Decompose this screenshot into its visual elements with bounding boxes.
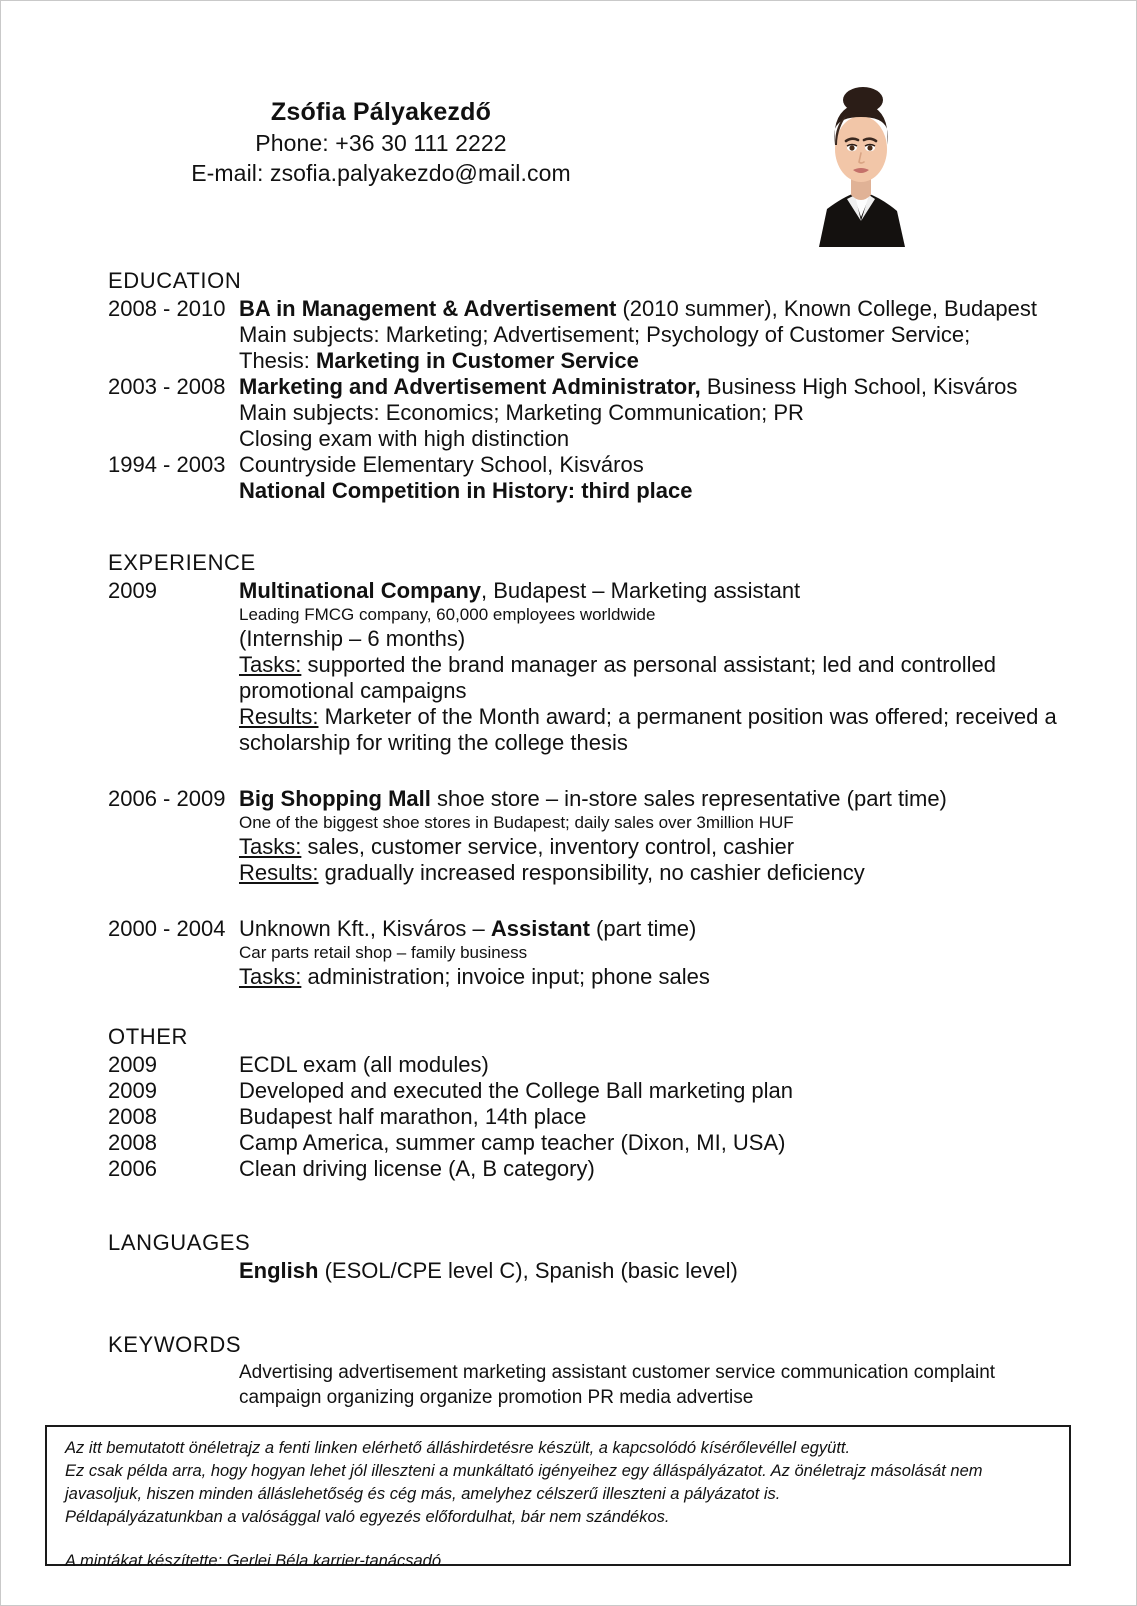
other-row — [108, 1078, 1068, 1104]
keywords-section — [108, 1331, 1068, 1410]
experience-body — [239, 916, 1068, 990]
experience-date: 2009 — [108, 578, 157, 603]
keywords-title: KEYWORDS — [108, 1332, 242, 1357]
other-row — [108, 1104, 1068, 1130]
education-note: Closing exam with high distinction — [239, 426, 570, 451]
education-award: National Competition in History: third place — [239, 478, 693, 503]
other-title: OTHER — [108, 1024, 188, 1049]
keywords-line-2: campaign organizing organize promotion PR media advertise — [239, 1387, 754, 1408]
language-primary: English — [239, 1258, 319, 1283]
other-text: Developed and executed the College Ball marketing plan — [239, 1078, 794, 1103]
role-title: Assistant — [490, 916, 590, 941]
disclaimer-line-2: Ez csak példa arra, hogy hogyan lehet jól illeszteni a munkáltató igényeihez egy álláspályázatot. Az önéletrajz másolását nem — [65, 1462, 983, 1480]
education-date: 2008 - 2010 — [108, 296, 226, 321]
experience-date: 2000 - 2004 — [108, 916, 226, 941]
experience-entry — [108, 786, 1068, 886]
internship-note: (Internship – 6 months) — [239, 626, 466, 651]
employer-detail: (part time) — [589, 916, 697, 941]
portrait-photo — [797, 71, 925, 247]
education-degree-detail: Business High School, Kisváros — [700, 374, 1018, 399]
experience-entry — [108, 578, 1068, 756]
results-text: Marketer of the Month award; a permanent position was offered; received a scholarship for writing the college thesis — [239, 704, 1057, 755]
disclaimer-author: A mintákat készítette: Gerlei Béla karrier-tanácsadó — [65, 1552, 442, 1570]
education-school: Countryside Elementary School, Kisváros — [239, 452, 644, 477]
employer-detail: shoe store – in-store sales representative (part time) — [430, 786, 947, 811]
employer-name-plain: Unknown Kft., Kisváros – — [239, 916, 491, 941]
education-subjects: Main subjects: Marketing; Advertisement; Psychology of Customer Service; — [239, 322, 971, 347]
keywords-row — [108, 1360, 1068, 1410]
languages-title: LANGUAGES — [108, 1230, 251, 1255]
education-entry — [108, 452, 1068, 504]
other-section — [108, 1023, 1068, 1182]
employer-name: Multinational Company — [239, 578, 481, 603]
candidate-email: E-mail: zsofia.palyakezdo@mail.com — [191, 160, 571, 186]
disclaimer-spacer — [65, 1529, 1055, 1550]
other-date: 2008 — [108, 1130, 157, 1155]
employer-name: Big Shopping Mall — [239, 786, 431, 811]
other-date: 2008 — [108, 1104, 157, 1129]
education-degree-detail: (2010 summer), Known College, Budapest — [616, 296, 1038, 321]
results-label: Results: — [239, 704, 319, 729]
education-body — [239, 374, 1068, 452]
employer-description: Leading FMCG company, 60,000 employees worldwide — [239, 605, 656, 624]
tasks-label: Tasks: — [239, 834, 302, 859]
thesis-title: Marketing in Customer Service — [316, 348, 639, 373]
other-text: ECDL exam (all modules) — [239, 1052, 489, 1077]
candidate-phone: Phone: +36 30 111 2222 — [255, 130, 507, 156]
education-degree: BA in Management & Advertisement — [239, 296, 617, 321]
languages-section — [108, 1229, 1068, 1284]
candidate-name: Zsófia Pályakezdő — [270, 98, 492, 126]
tasks-label: Tasks: — [239, 964, 302, 989]
employer-description: Car parts retail shop – family business — [239, 943, 528, 962]
thesis-label: Thesis: — [239, 348, 317, 373]
other-date: 2009 — [108, 1078, 157, 1103]
disclaimer-line-3: javasoljuk, hiszen minden álláslehetőség és cég más, amelyhez célszerű illeszteni a pályázatot is. — [65, 1485, 781, 1503]
experience-section — [108, 549, 1068, 990]
experience-title: EXPERIENCE — [108, 550, 256, 575]
education-entry — [108, 296, 1068, 374]
employer-description: One of the biggest shoe stores in Budapest; daily sales over 3million HUF — [239, 813, 794, 832]
other-row — [108, 1052, 1068, 1078]
experience-body — [239, 578, 1068, 756]
experience-body — [239, 786, 1068, 886]
education-body — [239, 296, 1068, 374]
education-degree: Marketing and Advertisement Administrator, — [239, 374, 701, 399]
other-text: Clean driving license (A, B category) — [239, 1156, 595, 1181]
keywords-line-1: Advertising advertisement marketing assistant customer service communication complaint — [239, 1362, 996, 1383]
tasks-text: administration; invoice input; phone sales — [301, 964, 710, 989]
language-detail: (ESOL/CPE level C), Spanish (basic level) — [318, 1258, 738, 1283]
results-label: Results: — [239, 860, 319, 885]
cv-header — [1, 97, 761, 188]
disclaimer-line-1: Az itt bemutatott önéletrajz a fenti linken elérhető álláshirdetésre készült, a kapcsolódó kísérőlevéllel együtt. — [65, 1439, 851, 1457]
other-text: Budapest half marathon, 14th place — [239, 1104, 587, 1129]
education-body — [239, 452, 1068, 504]
languages-row — [108, 1258, 1068, 1284]
other-date: 2009 — [108, 1052, 157, 1077]
languages-body — [239, 1258, 1068, 1284]
experience-date: 2006 - 2009 — [108, 786, 226, 811]
results-text: gradually increased responsibility, no cashier deficiency — [318, 860, 865, 885]
other-row — [108, 1130, 1068, 1156]
tasks-label: Tasks: — [239, 652, 302, 677]
disclaimer-box — [45, 1425, 1071, 1570]
tasks-text: supported the brand manager as personal assistant; led and controlled promotional campaigns — [239, 652, 997, 703]
education-date: 2003 - 2008 — [108, 374, 226, 399]
experience-entry — [108, 916, 1068, 990]
other-text: Camp America, summer camp teacher (Dixon, MI, USA) — [239, 1130, 786, 1155]
keywords-body — [239, 1360, 1068, 1410]
other-row — [108, 1156, 1068, 1182]
disclaimer-line-4: Példapályázatunkban a valósággal való egyezés előfordulhat, bár nem szándékos. — [65, 1508, 670, 1526]
other-date: 2006 — [108, 1156, 157, 1181]
education-date: 1994 - 2003 — [108, 452, 226, 477]
tasks-text: sales, customer service, inventory control, cashier — [301, 834, 795, 859]
education-section — [108, 267, 1068, 504]
employer-detail: , Budapest – Marketing assistant — [481, 578, 801, 603]
education-title: EDUCATION — [108, 268, 242, 293]
education-entry — [108, 374, 1068, 452]
education-subjects: Main subjects: Economics; Marketing Communication; PR — [239, 400, 804, 425]
